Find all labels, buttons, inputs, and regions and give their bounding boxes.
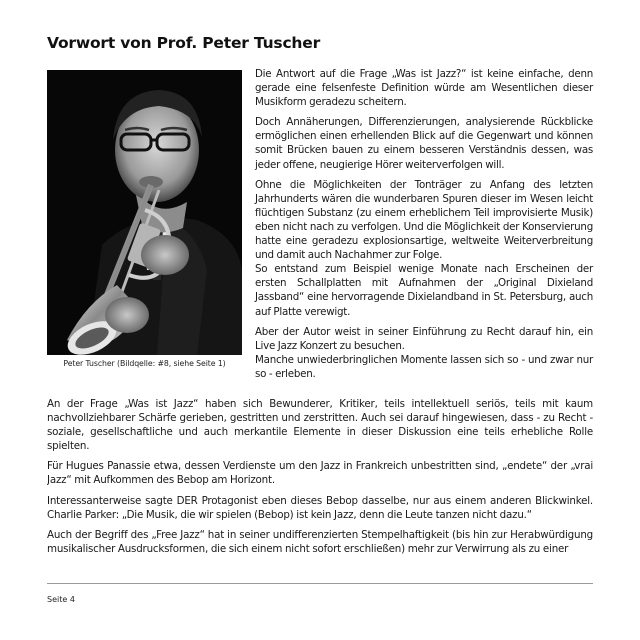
paragraph: Aber der Autor weist in seiner Einführung zu Recht darauf hin, ein Live Jazz Konzert zu besuchen. (255, 325, 593, 352)
intro-column (255, 67, 593, 387)
paragraph: Für Hugues Panassie etwa, dessen Verdienste um den Jazz in Frankreich unbestritten sind, „endete“ der „vrai Jazz“ mit Aufkommen des Bebop am Horizont. (47, 460, 593, 487)
body-text-area (47, 397, 593, 567)
paragraph: Auch der Begriff des „Free Jazz“ hat in seiner undifferenzierten Stempelhaftigkeit (bis hin zur Herabwürdigung musikalischer Ausdrucksformen, die sich einem nicht sofort erschließen) mehr zur Verwirrung als zu einer (47, 528, 593, 555)
paragraph: Die Antwort auf die Frage „Was ist Jazz?“ ist keine einfache, denn gerade eine felsenfeste Definition würde am Wesentlichen dieser Musikform geradezu scheitern. (255, 68, 593, 109)
paragraph: So entstand zum Beispiel wenige Monate nach Erscheinen der ersten Schallplatten mit Aufnahmen der „Original Dixieland Jassband“ eine hervorragende Dixielandband in St. Petersburg, auch auf Platte verewigt. (255, 263, 593, 318)
page-title: Vorwort von Prof. Peter Tuscher (47, 34, 321, 52)
paragraph: Ohne die Möglichkeiten der Tonträger zu Anfang des letzten Jahrhunderts wären die wunderbaren Spuren dieser im Wesen leicht flüchtigen Substanz (zu einem erheblichem Teil improvisierte Musik) eben nicht nach zu verfolgen. Und die Möglichkeit der Konservierung hatte eine geradezu explosionsartige, weltweite Weiterverbreitung und damit auch Nachahmer zur Folge. (255, 178, 593, 262)
footer-divider (47, 583, 593, 584)
paragraph: Manche unwiederbringlichen Momente lassen sich so - und zwar nur so - erleben. (255, 353, 593, 380)
page-number: Seite 4 (47, 595, 75, 604)
portrait-photo (47, 70, 242, 355)
paragraph: Doch Annäherungen, Differenzierungen, analysierende Rückblicke ermöglichen einen erhellenden Blick auf die Gegenwart und können somit Brücken bauen zu einem besseren Verständnis dessen, was jeder offene, neugierige Hörer weiterverfolgen will. (255, 116, 593, 171)
paragraph: An der Frage „Was ist Jazz“ haben sich Bewunderer, Kritiker, teils intellektuell seriös, teils mit kaum nachvollziehbarer Schärfe gerieben, gestritten und zerstritten. Auch sei darauf hingewiesen, dass - zu Recht - soziale, gesellschaftliche und auch merkantile Elemente in dieser Diskussion eine teils erhebliche Rolle spielten. (47, 398, 593, 453)
paragraph: Interessanterweise sagte DER Protagonist eben dieses Bebop dasselbe, nur aus einem anderen Blickwinkel. Charlie Parker: „Die Musik, die wir spielen (Bebop) ist kein Jazz, denn die Leute tanzen nicht dazu.“ (47, 494, 593, 521)
photo-caption: Peter Tuscher (Bildqelle: #8, siehe Seite 1) (63, 359, 226, 368)
trumpet-player-image (47, 70, 242, 355)
